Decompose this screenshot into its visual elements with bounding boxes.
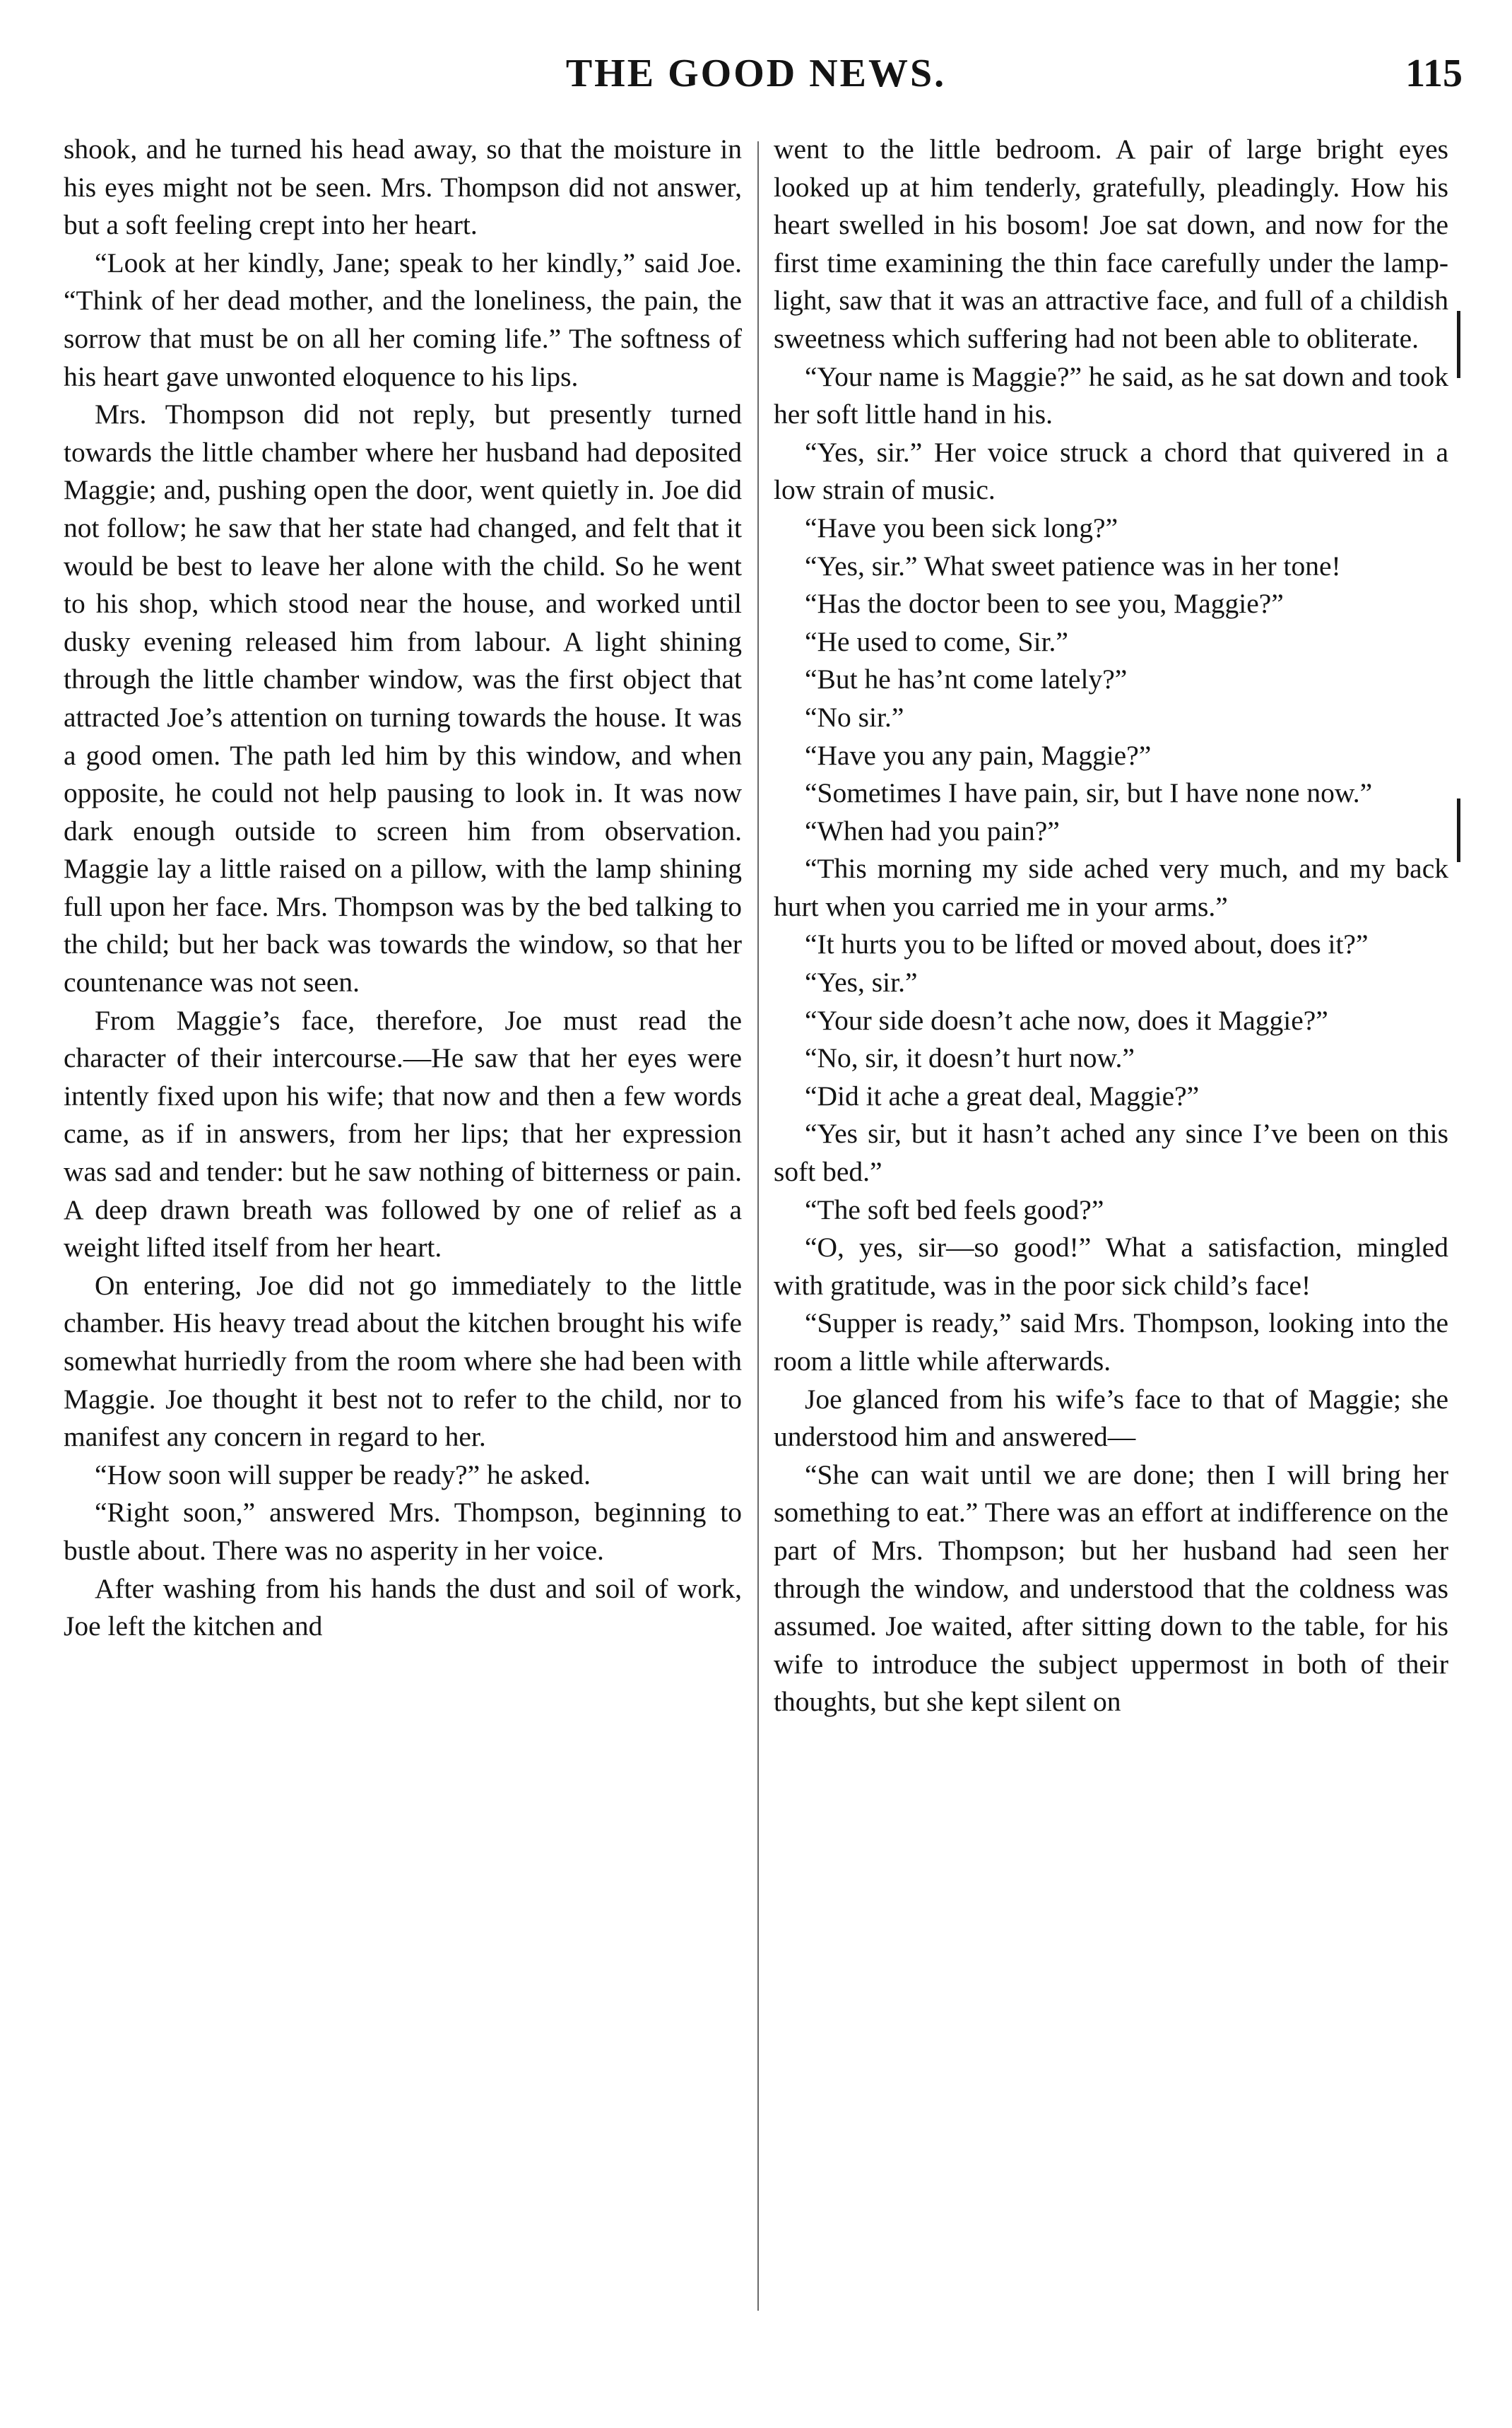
paragraph: “How soon will supper be ready?” he asked. bbox=[95, 1458, 591, 1490]
paragraph: “No, sir, it doesn’t hurt now.” bbox=[805, 1042, 1135, 1074]
paragraph: “Your side doesn’t ache now, does it Maggie?” bbox=[805, 1004, 1328, 1036]
paragraph: “Have you any pain, Maggie?” bbox=[805, 739, 1152, 771]
paragraph: “Your name is Maggie?” he said, as he sat down and took her soft little hand in his. bbox=[774, 360, 1448, 430]
paragraph: “Yes, sir.” bbox=[805, 967, 918, 998]
paragraph: “Sometimes I have pain, sir, but I have none now.” bbox=[805, 777, 1373, 809]
paragraph: “Supper is ready,” said Mrs. Thompson, looking into the room a little while afterwards. bbox=[774, 1307, 1448, 1377]
paragraph: “Look at her kindly, Jane; speak to her kindly,” said Joe. “Think of her dead mother, and the loneliness, the pain, the sorrow that must be on all her coming life.” The softness of his heart gave unwonted eloquence to his lips. bbox=[64, 247, 742, 392]
margin-mark bbox=[1457, 798, 1460, 862]
page-header bbox=[0, 51, 1512, 114]
paragraph: “He used to come, Sir.” bbox=[805, 625, 1068, 657]
paragraph: “Have you been sick long?” bbox=[805, 512, 1118, 543]
paragraph: From Maggie’s face, therefore, Joe must read the character of their intercourse.—He saw that her eyes were intently fixed upon his wife; that now and then a few words came, as if in answers, from her lips; that her expression was sad and tender: but he saw nothing of bitterness or pain. A deep drawn breath was followed by one of relief as a weight lifted itself from her heart. bbox=[64, 1004, 742, 1263]
paragraph: “When had you pain?” bbox=[805, 815, 1060, 847]
paragraph: “But he has’nt come lately?” bbox=[805, 664, 1128, 695]
left-column bbox=[64, 131, 742, 1646]
paragraph: “She can wait until we are done; then I will bring her something to eat.” There was an effort at indifference on the part of Mrs. Thompson; but her husband had seen her through the window, and understood that the coldness was assumed. Joe waited, after sitting down to the table, for his wife to introduce the subject uppermost in both of their thoughts, but she kept silent on bbox=[774, 1458, 1448, 1718]
paragraph: “Yes, sir.” Her voice struck a chord that quivered in a low strain of music. bbox=[774, 436, 1448, 506]
paragraph: “Yes sir, but it hasn’t ached any since I’ve been on this soft bed.” bbox=[774, 1118, 1448, 1188]
paragraph: “No sir.” bbox=[805, 701, 904, 733]
margin-mark bbox=[1457, 311, 1460, 378]
paragraph: “Did it ache a great deal, Maggie?” bbox=[805, 1080, 1200, 1112]
paragraph: went to the little bedroom. A pair of large bright eyes looked up at him tenderly, gratefully, pleadingly. How his heart swelled in his bosom! Joe sat down, and now for the first time examining the thin face carefully under the lamp-light, saw that it was an attractive face, and full of a childish sweetness which suffering had not been able to obliterate. bbox=[774, 134, 1448, 354]
paragraph: “Yes, sir.” What sweet patience was in her tone! bbox=[805, 550, 1341, 582]
page-number: 115 bbox=[1405, 52, 1463, 95]
paragraph: “This morning my side ached very much, and my back hurt when you carried me in your arms.” bbox=[774, 853, 1448, 922]
paragraph: “Right soon,” answered Mrs. Thompson, beginning to bustle about. There was no asperity in her voice. bbox=[64, 1497, 742, 1566]
paragraph: Joe glanced from his wife’s face to that of Maggie; she understood him and answered— bbox=[774, 1383, 1448, 1453]
paragraph: shook, and he turned his head away, so that the moisture in his eyes might not be seen. Mrs. Thompson did not answer, but a soft feeling crept into her heart. bbox=[64, 134, 742, 241]
paragraph: “O, yes, sir—so good!” What a satisfaction, mingled with gratitude, was in the poor sick child’s face! bbox=[774, 1232, 1448, 1301]
paragraph: On entering, Joe did not go immediately to the little chamber. His heavy tread about the kitchen brought his wife somewhat hurriedly from the room where she had been with Maggie. Joe thought it best not to refer to the child, nor to manifest any concern in regard to her. bbox=[64, 1269, 742, 1453]
column-divider bbox=[757, 141, 759, 2311]
paragraph: “It hurts you to be lifted or moved about, does it?” bbox=[805, 929, 1369, 960]
paragraph: “Has the doctor been to see you, Maggie?” bbox=[805, 588, 1284, 620]
right-column bbox=[774, 131, 1448, 1721]
paragraph: Mrs. Thompson did not reply, but presently turned towards the little chamber where her husband had deposited Maggie; and, pushing open the door, went quietly in. Joe did not follow; he saw that her state had changed, and felt that it would be best to leave her alone with the child. So he went to his shop, which stood near the house, and worked until dusky evening released him from labour. A light shining through the little chamber window, was the first object that attracted Joe’s attention on turning towards the house. It was a good omen. The path led him by this window, and when opposite, he could not help pausing to look in. It was now dark enough outside to screen him from observation. Maggie lay a little raised on a pillow, with the lamp shining full upon her face. Mrs. Thompson was by the bed talking to the child; but her back was towards the window, so that her countenance was not seen. bbox=[64, 399, 742, 998]
paragraph: After washing from his hands the dust and soil of work, Joe left the kitchen and bbox=[64, 1572, 742, 1642]
paragraph: “The soft bed feels good?” bbox=[805, 1194, 1104, 1225]
running-title: THE GOOD NEWS. bbox=[565, 52, 947, 95]
